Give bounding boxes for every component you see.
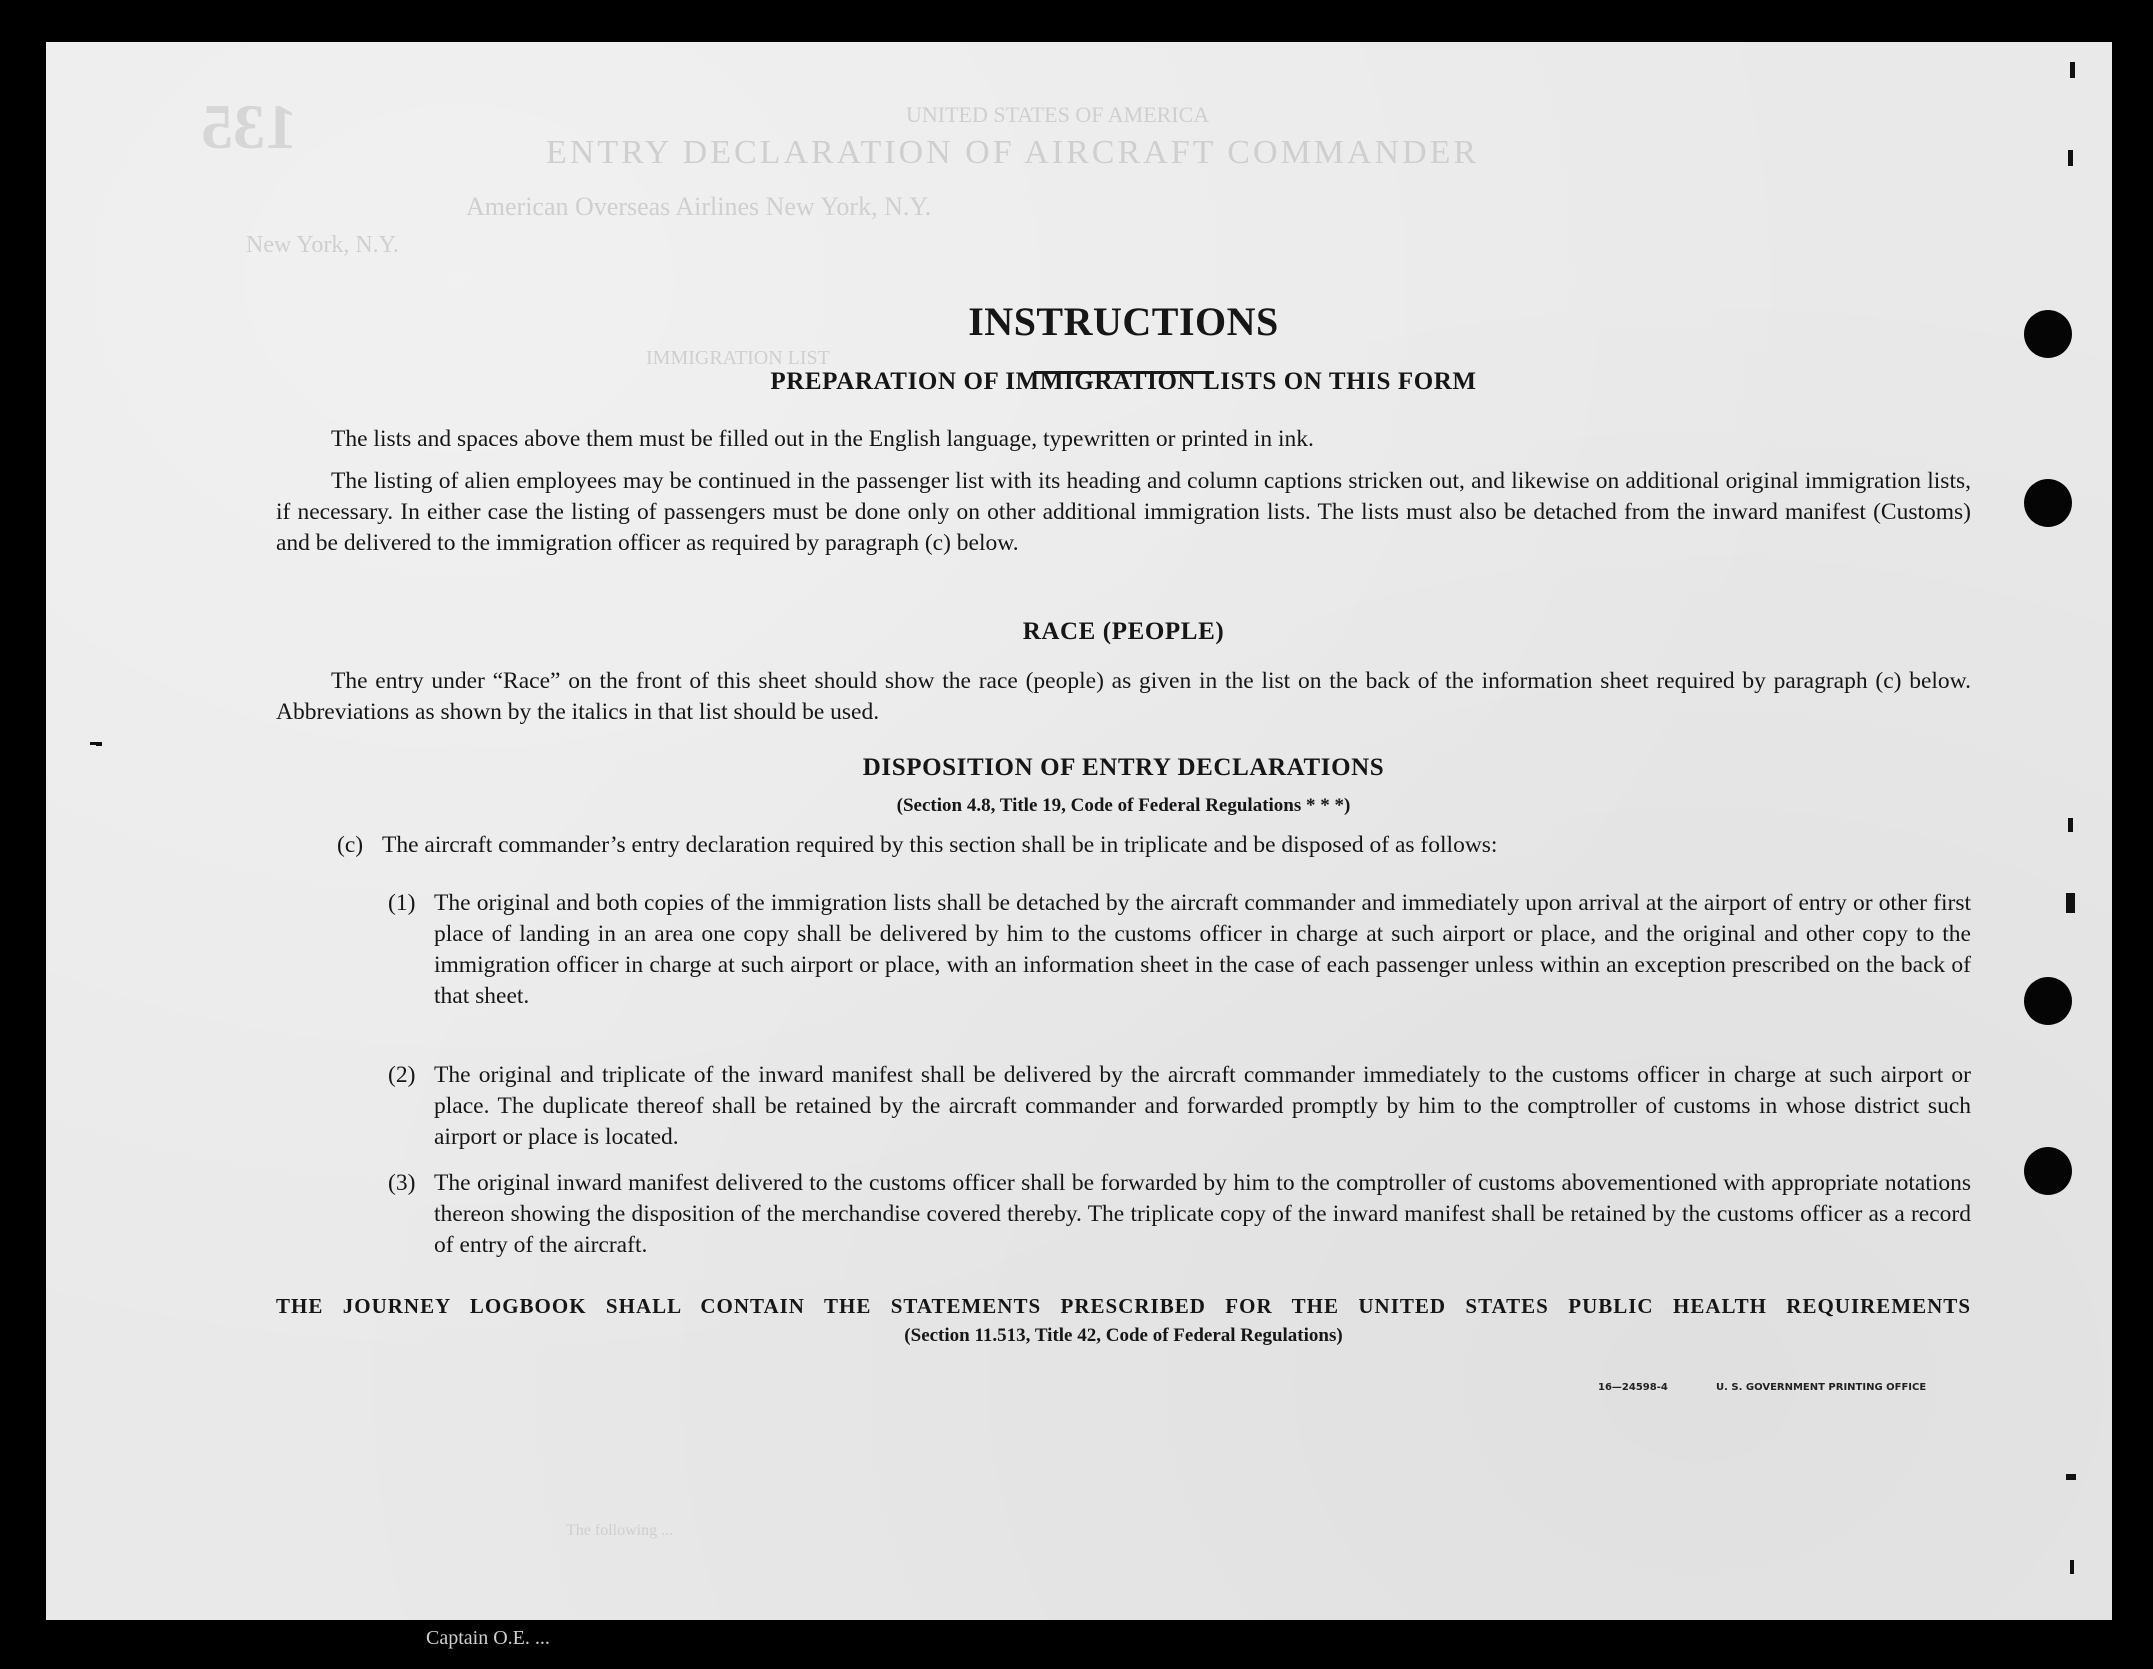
bleed-through-text: New York, N.Y. xyxy=(246,232,399,258)
scan-mark xyxy=(2066,893,2075,913)
bleed-through-text: UNITED STATES OF AMERICA xyxy=(906,102,1210,127)
heading-disposition: DISPOSITION OF ENTRY DECLARATIONS xyxy=(862,754,1385,781)
bleed-through-text: Captain O.E. ... xyxy=(426,1627,550,1649)
punch-hole xyxy=(2024,479,2072,527)
list-item-text: The original inward manifest delivered to the customs officer shall be forwarded by him to the comptroller of customs abovementioned with appropriate notations thereon showing the disposition of the merchandise covered thereby. The triplicate copy of the inward manifest shall be retained by the customs officer as a record of entry of the aircraft. xyxy=(434,1170,1971,1258)
punch-hole xyxy=(2024,310,2072,358)
printer-imprint: U. S. GOVERNMENT PRINTING OFFICE xyxy=(1716,1382,1927,1393)
scan-mark xyxy=(90,742,98,745)
paragraph-race-entry: The entry under “Race” on the front of this sheet should show the race (people) as given in the list on the back of the information sheet required by paragraph (c) below. Abbreviations as shown by the italics in that list should be used. xyxy=(276,668,1971,725)
document-sheet xyxy=(46,42,2112,1649)
punch-hole xyxy=(2024,977,2072,1025)
scan-mark xyxy=(2070,62,2075,78)
public-health-citation: (Section 11.513, Title 42, Code of Federal Regulations) xyxy=(904,1325,1343,1346)
paragraph-english-language: The lists and spaces above them must be filled out in the English language, typewritten or printed in ink. xyxy=(331,426,1314,452)
list-item-number: (2) xyxy=(388,1062,416,1088)
list-item-text: The original and triplicate of the inward manifest shall be delivered by the aircraft commander immediately to the customs officer in charge at such airport or place. The duplicate thereof shall be retained by the aircraft commander and forwarded promptly by him to the comptroller of customs in whose district such airport or place is located. xyxy=(434,1062,1971,1150)
page-title: INSTRUCTIONS xyxy=(968,299,1279,344)
form-print-code: 16—24598-4 xyxy=(1598,1382,1668,1393)
bleed-through-text: ENTRY DECLARATION OF AIRCRAFT COMMANDER xyxy=(546,134,1480,171)
clause-label: (c) xyxy=(337,832,364,858)
scan-mark xyxy=(2068,818,2073,832)
list-item xyxy=(388,1060,1971,1153)
list-item xyxy=(388,888,1971,1012)
list-item-text: The original and both copies of the immigration lists shall be detached by the aircraft commander and immediately upon arrival at the airport of entry or other first place of landing in an area one copy shall be delivered by him to the customs officer in charge at such airport or place, and the original and other copy to the immigration officer in charge at such airport or place, with an information sheet in the case of each passenger unless within an exception prescribed on the back of that sheet. xyxy=(434,890,1971,1009)
list-item xyxy=(388,1168,1971,1261)
scan-mark xyxy=(2066,1474,2076,1480)
bleed-through-text: The following ... xyxy=(566,1522,674,1539)
list-item-number: (3) xyxy=(388,1170,416,1196)
scan-mark xyxy=(2070,1560,2074,1574)
heading-race: RACE (PEOPLE) xyxy=(1022,618,1225,645)
scan-mark xyxy=(2068,150,2073,166)
bleed-through-text: American Overseas Airlines New York, N.Y. xyxy=(466,192,932,221)
disposition-citation: (Section 4.8, Title 19, Code of Federal Regulations * * *) xyxy=(896,795,1351,816)
heading-preparation: PREPARATION OF IMMIGRATION LISTS ON THIS FORM xyxy=(770,368,1477,395)
paragraph-alien-employees: The listing of alien employees may be continued in the passenger list with its heading and column captions stricken out, and likewise on additional original immigration lists, if necessary. In either case the listing of passengers must be done only on other additional immigration lists. The lists must also be detached from the inward manifest (Customs) and be delivered to the immigration officer as required by paragraph (c) below. xyxy=(276,468,1971,556)
bleed-through-text: IMMIGRATION LIST xyxy=(646,347,830,369)
list-item-number: (1) xyxy=(388,890,416,916)
clause-text: The aircraft commander’s entry declaration required by this section shall be in triplicate and be disposed of as follows: xyxy=(382,832,1498,858)
bleed-through-page-number: 135 xyxy=(201,91,297,162)
public-health-statement: THE JOURNEY LOGBOOK SHALL CONTAIN THE STATEMENTS PRESCRIBED FOR THE UNITED STATES PUBLIC HEALTH REQUIREMENTS xyxy=(276,1294,1971,1318)
punch-hole xyxy=(2024,1147,2072,1195)
intro-clause-c xyxy=(337,830,1971,861)
